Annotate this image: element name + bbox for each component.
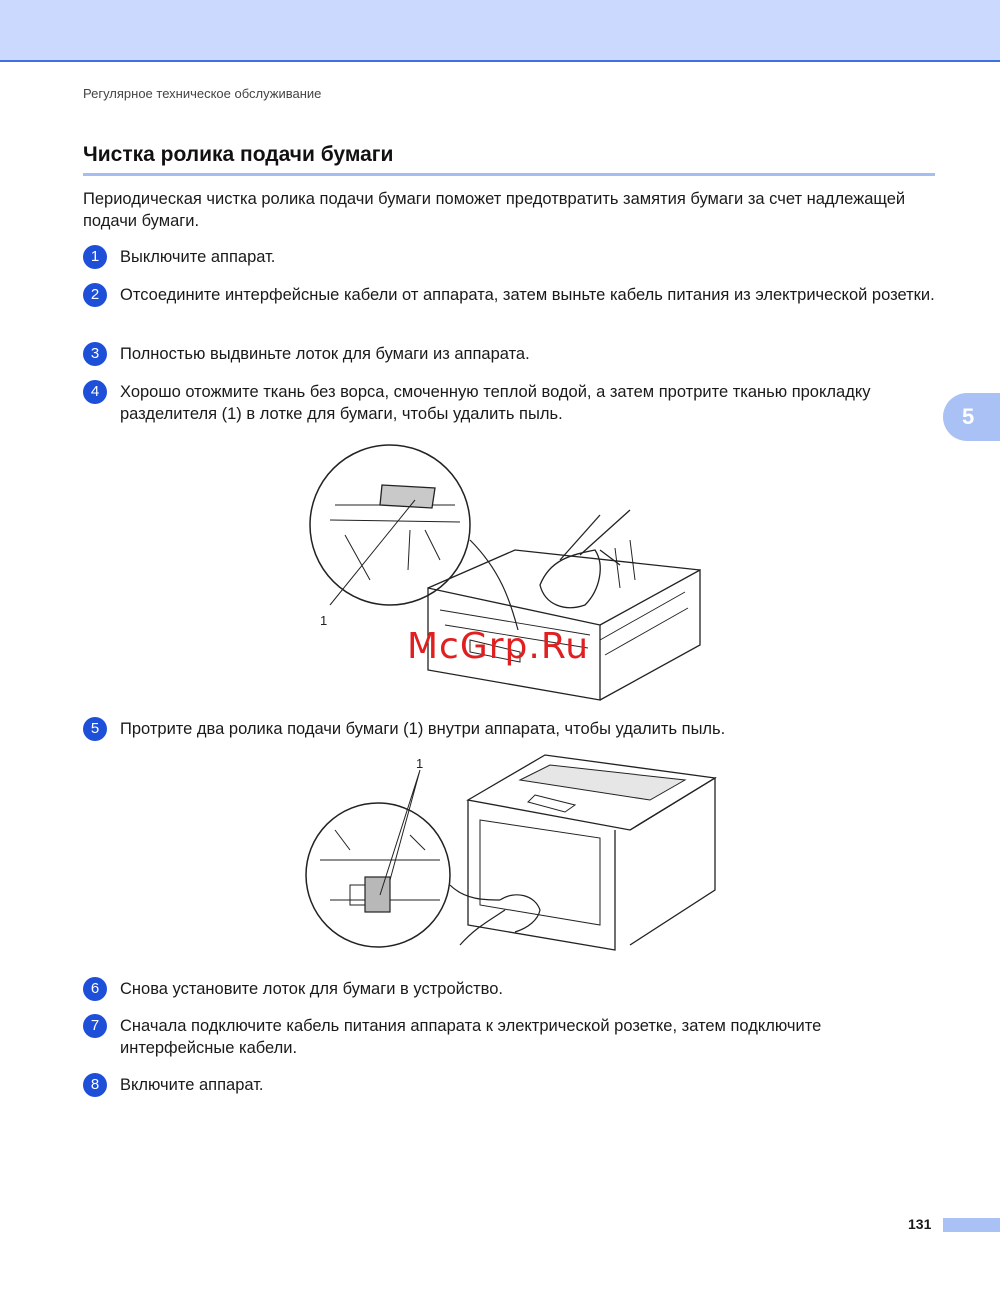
page-title: Чистка ролика подачи бумаги xyxy=(83,143,394,166)
step-number-badge: 5 xyxy=(83,717,107,741)
intro-paragraph: Периодическая чистка ролика подачи бумаги поможет предотвратить замятия бумаги за счет надлежащей подачи бумаги. xyxy=(83,190,906,230)
step-text: Включите аппарат. xyxy=(120,1076,264,1094)
callout-label: 1 xyxy=(320,613,328,628)
step-text: Хорошо отожмите ткань без ворса, смоченную теплой водой, а затем протрите тканью прокладку разделителя (1) в лотке для бумаги, чтобы удалить пыль. xyxy=(120,383,871,423)
running-header: Регулярное техническое обслуживание xyxy=(83,86,322,101)
page-number-bar xyxy=(943,1218,1000,1232)
step-number-badge: 8 xyxy=(83,1073,107,1097)
step-number-badge: 6 xyxy=(83,977,107,1001)
step-text: Отсоедините интерфейсные кабели от аппарата, затем выньте кабель питания из электрической розетки. xyxy=(120,286,935,304)
step-number-badge: 1 xyxy=(83,245,107,269)
title-divider xyxy=(83,173,935,176)
zoom-circle xyxy=(310,445,470,605)
top-band xyxy=(0,0,1000,62)
printer-side xyxy=(630,778,715,945)
tray-side-panel xyxy=(600,570,700,700)
step-text: Полностью выдвиньте лоток для бумаги из аппарата. xyxy=(120,345,530,363)
chapter-tab[interactable]: 5 xyxy=(943,393,1000,441)
zoom-circle xyxy=(306,803,450,947)
step-number-badge: 4 xyxy=(83,380,107,404)
step-number-badge: 7 xyxy=(83,1014,107,1038)
page-number: 131 xyxy=(908,1216,932,1232)
paper-tray-illustration xyxy=(300,430,710,710)
step-text: Снова установите лоток для бумаги в устройство. xyxy=(120,980,503,998)
watermark: McGrp.Ru xyxy=(407,626,590,667)
step-text: Выключите аппарат. xyxy=(120,248,276,266)
step-number-badge: 3 xyxy=(83,342,107,366)
feed-roller xyxy=(365,877,390,912)
step-text: Сначала подключите кабель питания аппарата к электрической розетке, затем подключите интерфейсные кабели. xyxy=(120,1017,822,1057)
step-number-badge: 2 xyxy=(83,283,107,307)
printer-illustration xyxy=(300,750,720,955)
separator-pad xyxy=(380,485,435,508)
printer-top xyxy=(468,755,715,830)
step-text: Протрите два ролика подачи бумаги (1) внутри аппарата, чтобы удалить пыль. xyxy=(120,720,726,738)
callout-label: 1 xyxy=(416,756,424,771)
